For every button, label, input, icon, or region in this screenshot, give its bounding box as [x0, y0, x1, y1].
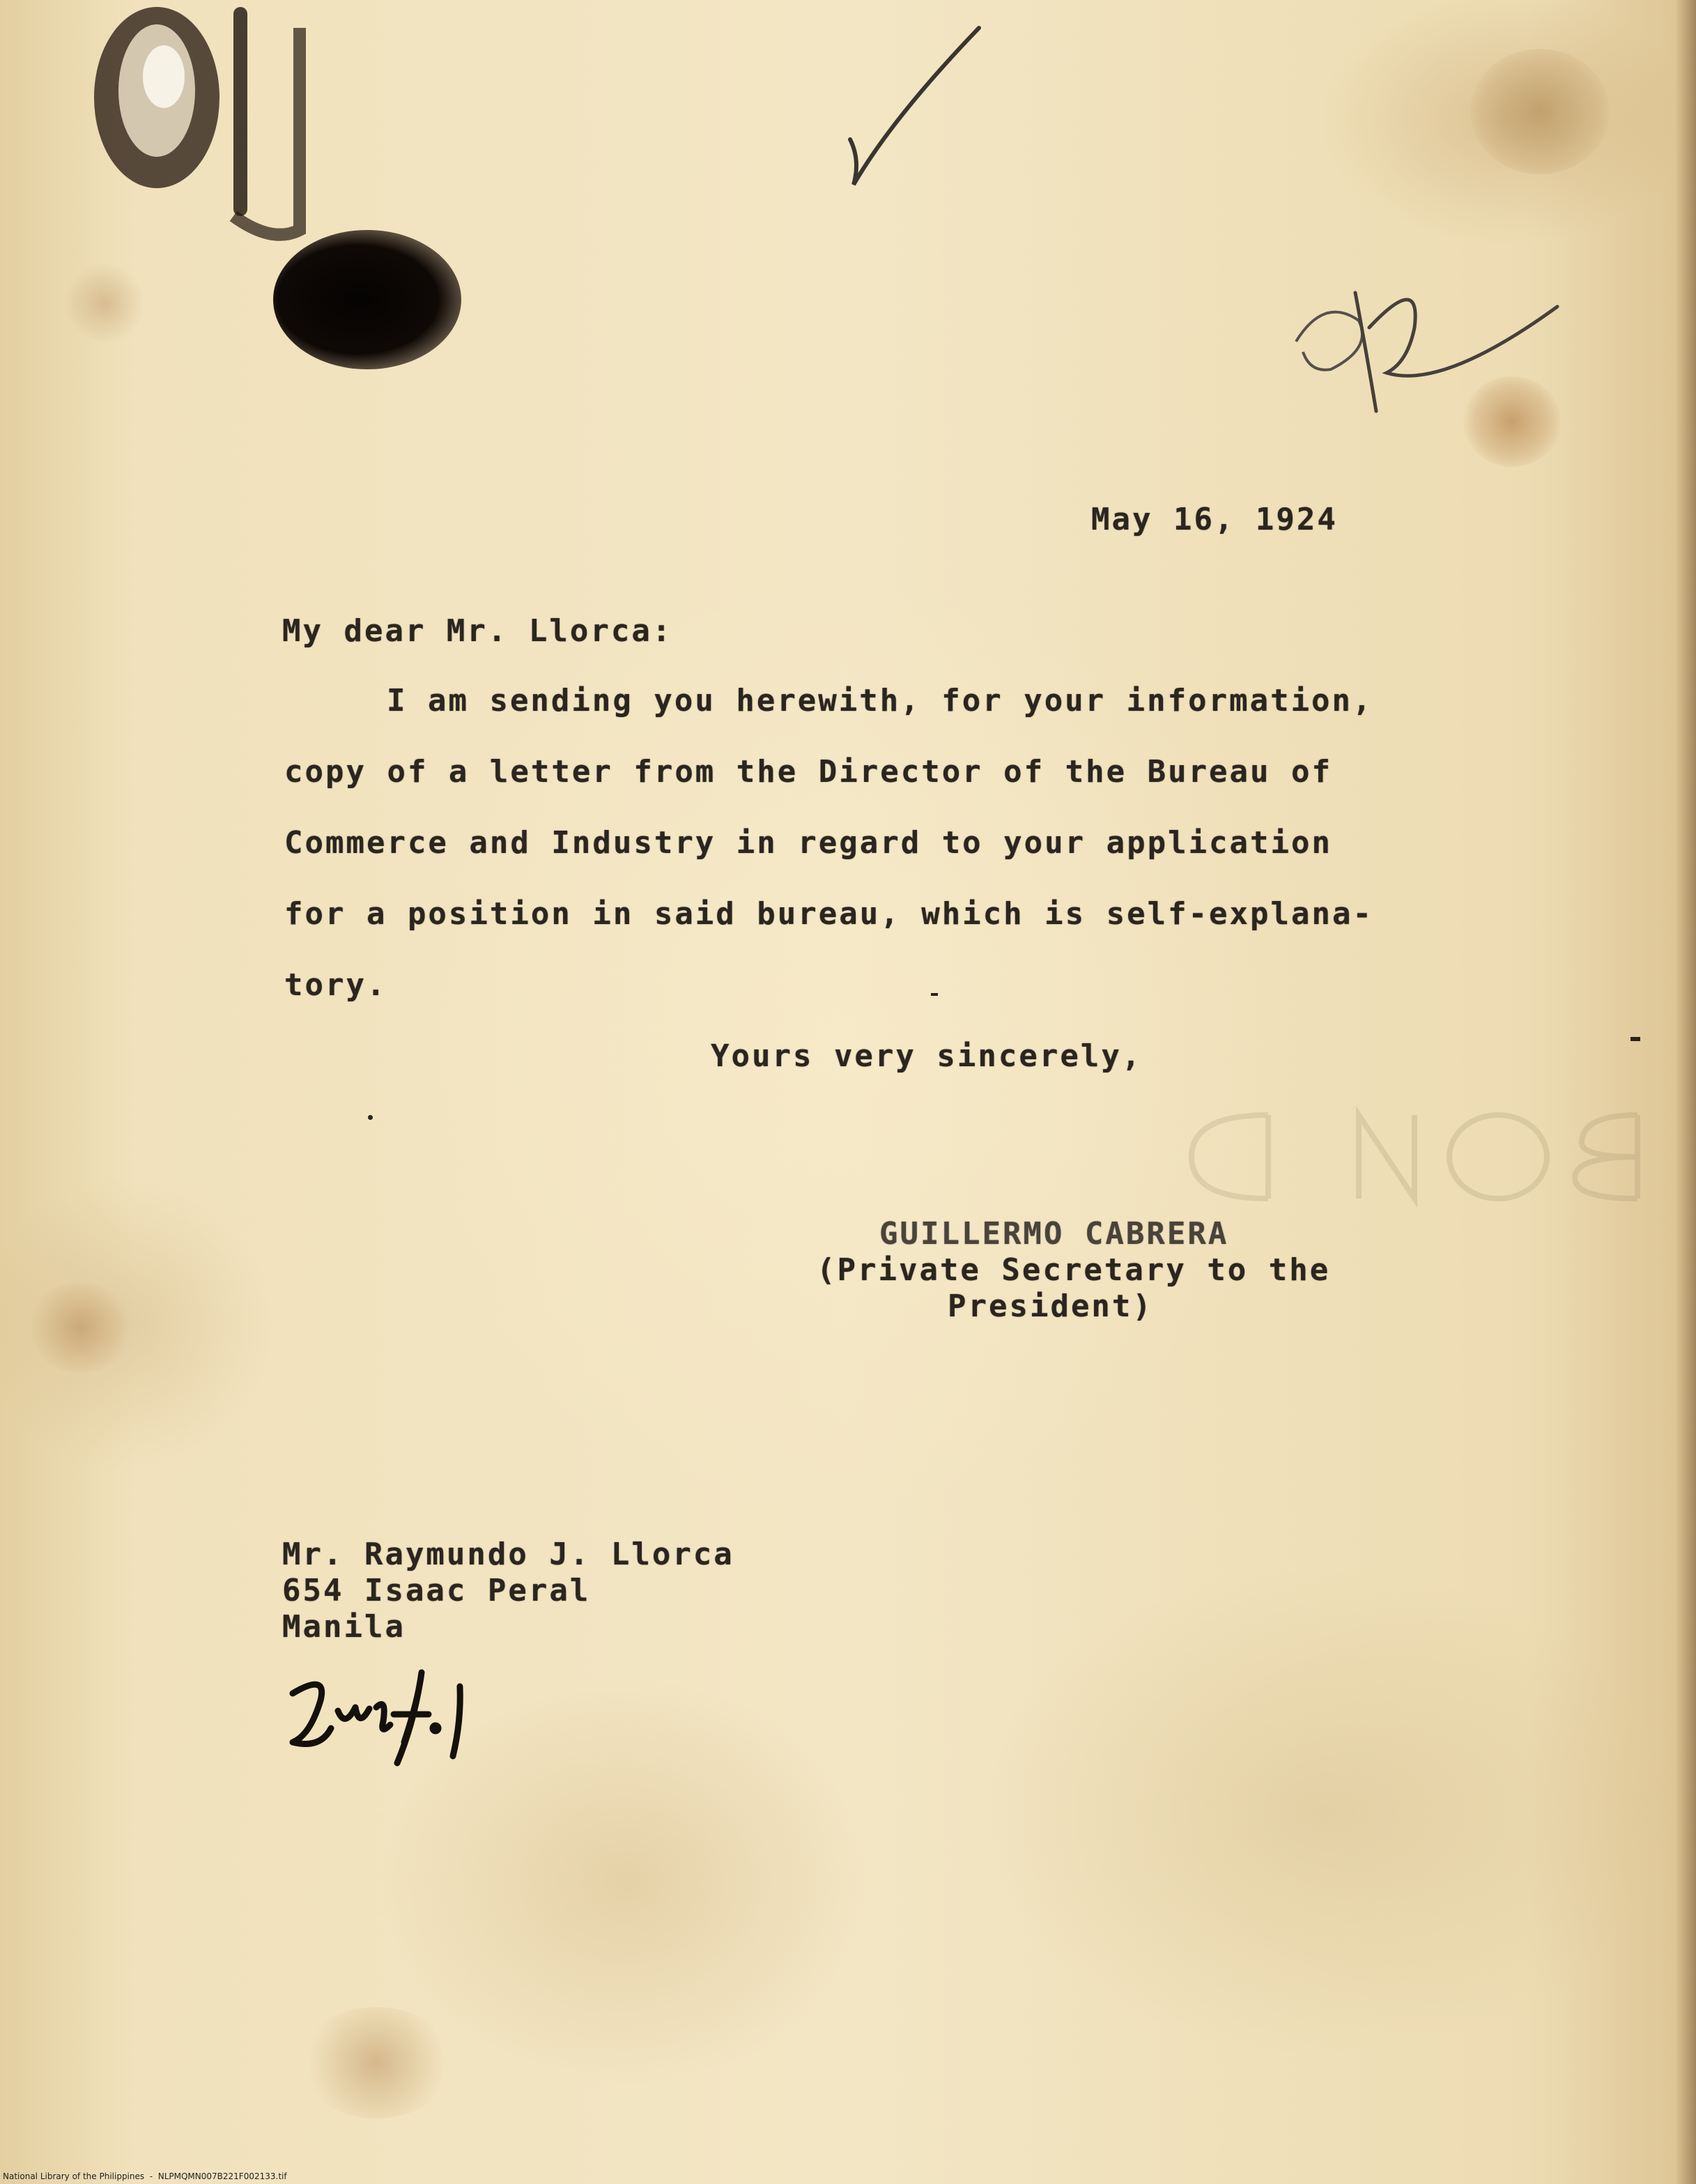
ink-speck [368, 1115, 373, 1120]
body-line-2: copy of a letter from the Director of the Bureau of [284, 754, 1333, 790]
closing: Yours very sincerely, [711, 1038, 1143, 1074]
recipient-city: Manila [282, 1609, 406, 1645]
page-edge-shadow [1675, 0, 1696, 2184]
water-stain [28, 1282, 132, 1373]
paper-clip-mark [91, 0, 314, 251]
pencil-r-mark [1282, 279, 1575, 432]
body-line-4: for a position in said bureau, which is self-explana- [284, 896, 1373, 932]
recipient-name: Mr. Raymundo J. Llorca [282, 1537, 734, 1572]
watermark [1150, 1101, 1693, 1213]
ink-speck [1631, 1037, 1640, 1041]
signature-title-line1: (Private Secretary to the [817, 1252, 1331, 1288]
recipient-street: 654 Isaac Peral [282, 1573, 591, 1608]
letter-date: May 16, 1924 [1091, 502, 1338, 537]
salutation: My dear Mr. Llorca: [282, 613, 673, 649]
signature-title-line2: President) [948, 1289, 1153, 1324]
handwritten-enclosure-note [279, 1659, 488, 1770]
signature-name: GUILLERMO CABRERA [879, 1216, 1229, 1252]
water-stain [63, 265, 146, 341]
archive-footer: National Library of the Philippines - NLPMQMN007B221F002133.tif [3, 2171, 287, 2181]
check-mark [829, 14, 996, 188]
water-stain [300, 2007, 453, 2118]
water-stain [1470, 49, 1610, 174]
body-line-5: tory. [284, 967, 387, 1003]
body-line-3: Commerce and Industry in regard to your application [284, 825, 1333, 861]
ink-speck [931, 993, 938, 996]
ink-blot [273, 230, 461, 369]
body-line-1: I am sending you herewith, for your information, [387, 683, 1373, 718]
